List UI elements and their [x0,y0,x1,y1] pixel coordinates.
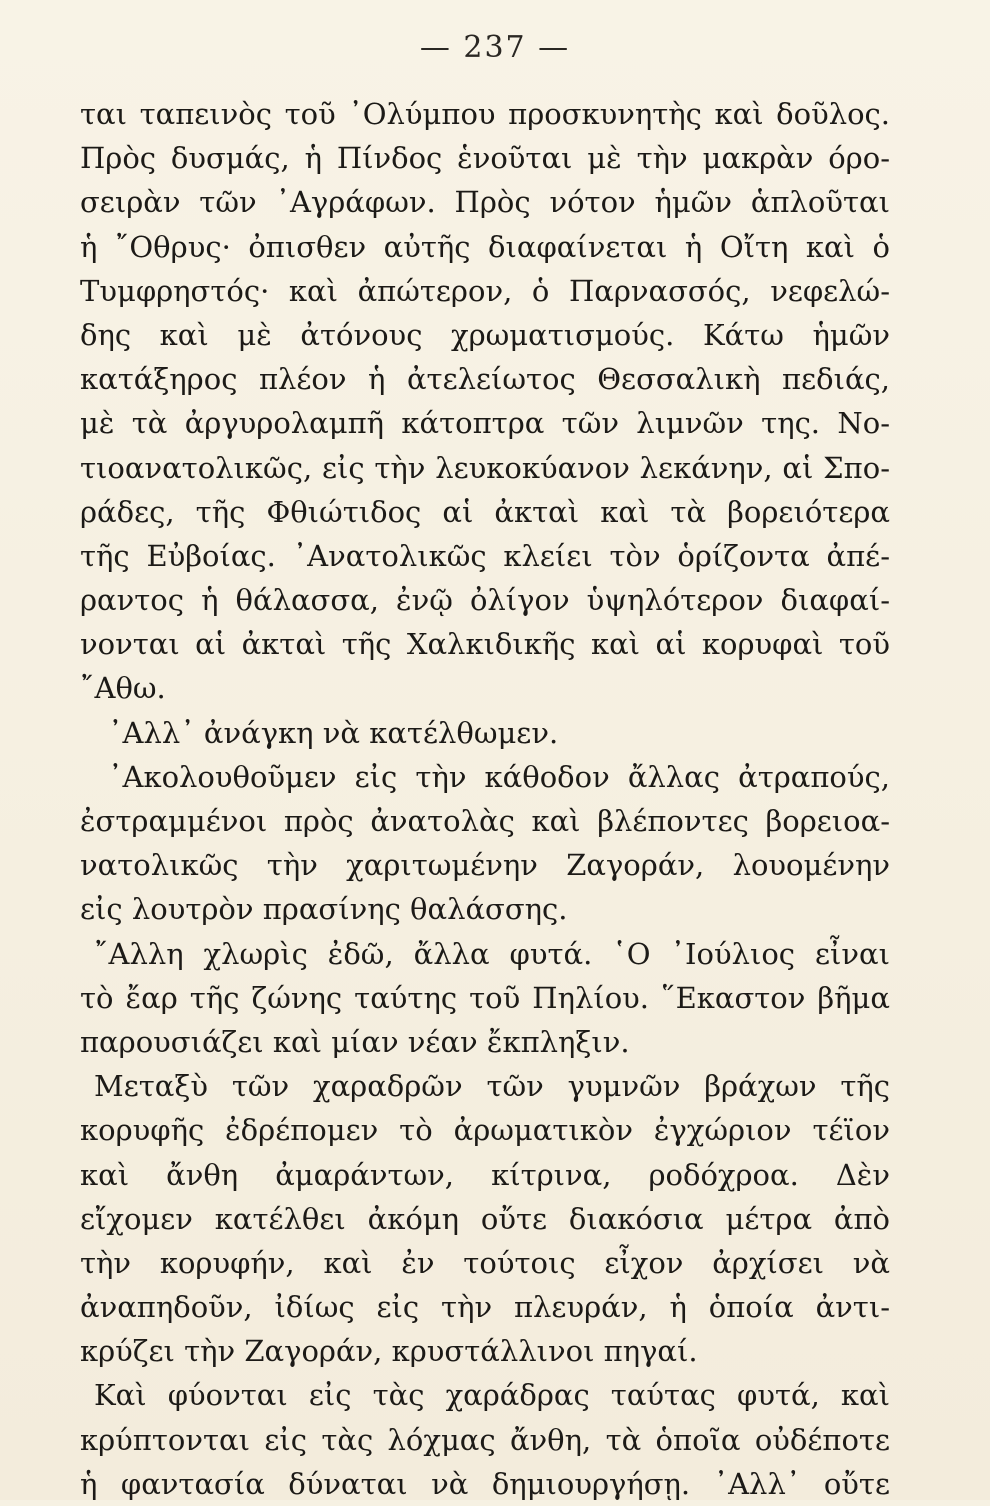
text-line: νονται αἱ ἀκταὶ τῆς Χαλκιδικῆς καὶ αἱ κορυφαὶ τοῦ [80,627,890,662]
text-line: ἀναπηδοῦν, ἰδίως εἰς τὴν πλευράν, ἡ ὁποία ἀντι- [80,1290,890,1325]
text-line: κορυφῆς ἐδρέπομεν τὸ ἀρωματικὸν ἐγχώριον τέϊον [80,1113,890,1148]
text-line: ᾿Ακολουθοῦμεν εἰς τὴν κάθοδον ἄλλας ἀτραπούς, [108,759,890,794]
text-line: τιοανατολικῶς, εἰς τὴν λευκοκύανον λεκάνην, αἱ Σπο- [80,450,890,485]
body-text [80,92,890,1506]
text-line: ται ταπεινὸς τοῦ ᾿Ολύμπου προσκυνητὴς καὶ δοῦλος. [80,97,890,131]
text-line: τὴν κορυφήν, καὶ ἐν τούτοις εἶχον ἀρχίσει νὰ [80,1245,890,1280]
text-line: Καὶ φύονται εἰς τὰς χαράδρας ταύτας φυτά, καὶ [94,1378,890,1413]
text-line: Τυμφρηστός· καὶ ἀπώτερον, ὁ Παρνασσός, νεφελώ- [80,273,890,308]
text-line: μὲ τὰ ἀργυρολαμπῆ κάτοπτρα τῶν λιμνῶν της. Νο- [80,406,890,441]
text-line: εἴχομεν κατέλθει ἀκόμη οὔτε διακόσια μέτρα ἀπὸ [80,1201,890,1236]
text-line: κατάξηρος πλέον ἡ ἀτελείωτος Θεσσαλικὴ πεδιάς, [80,362,890,397]
text-line: τὸ ἔαρ τῆς ζώνης ταύτης τοῦ Πηλίου. ῞Εκαστον βῆμα [80,980,890,1015]
text-line: ραντος ἡ θάλασσα, ἐνῷ ὀλίγον ὑψηλότερον διαφαί- [80,583,890,618]
text-line: ᾿Αλλ᾿ ἀνάγκη νὰ κατέλθωμεν. [108,715,559,750]
text-line: ῎Αθω. [80,671,166,706]
page-number: — 237 — [419,30,571,65]
text-line: εἰς λουτρὸν πρασίνης θαλάσσης. [80,892,568,927]
text-line: ράδες, τῆς Φθιώτιδος αἱ ἀκταὶ καὶ τὰ βορειότερα [80,494,890,529]
text-line: σειρὰν τῶν ᾿Αγράφων. Πρὸς νότον ἡμῶν ἁπλοῦται [80,185,890,220]
text-line: Πρὸς δυσμάς, ἡ Πίνδος ἑνοῦται μὲ τὴν μακρὰν όρο- [80,141,890,176]
text-line: τῆς Εὐβοίας. ᾿Ανατολικῶς κλείει τὸν ὁρίζοντα ἀπέ- [80,538,890,573]
text-line: ἡ φαντασία δύναται νὰ δημιουργήσῃ. ᾿Αλλ᾿ οὔτε [80,1466,890,1501]
text-line: κρύζει τὴν Ζαγοράν, κρυστάλλινοι πηγαί. [80,1334,698,1369]
text-line: ῎Αλλη χλωρὶς ἐδῶ, ἄλλα φυτά. ῾Ο ᾿Ιούλιος εἶναι [94,936,890,971]
text-line: δης καὶ μὲ ἀτόνους χρωματισμούς. Κάτω ἡμῶν [80,317,890,352]
text-line: νατολικῶς τὴν χαριτωμένην Ζαγοράν, λουομένην [80,848,890,883]
text-line: ἐστραμμένοι πρὸς ἀνατολὰς καὶ βλέποντες βορειοα- [80,804,890,838]
text-line: καὶ ἄνθη ἀμαράντων, κίτρινα, ροδόχροα. Δὲν [80,1157,890,1192]
text-line: Μεταξὺ τῶν χαραδρῶν τῶν γυμνῶν βράχων τῆς [94,1069,890,1104]
text-line: παρουσιάζει καὶ μίαν νέαν ἔκπληξιν. [80,1024,630,1059]
text-line: κρύπτονται εἰς τὰς λόχμας ἄνθη, τὰ ὁποῖα οὐδέποτε [80,1422,890,1457]
text-line: ἡ ῎Οθρυς· ὀπισθεν αὐτῆς διαφαίνεται ἡ Οἴτη καὶ ὁ [80,229,890,264]
